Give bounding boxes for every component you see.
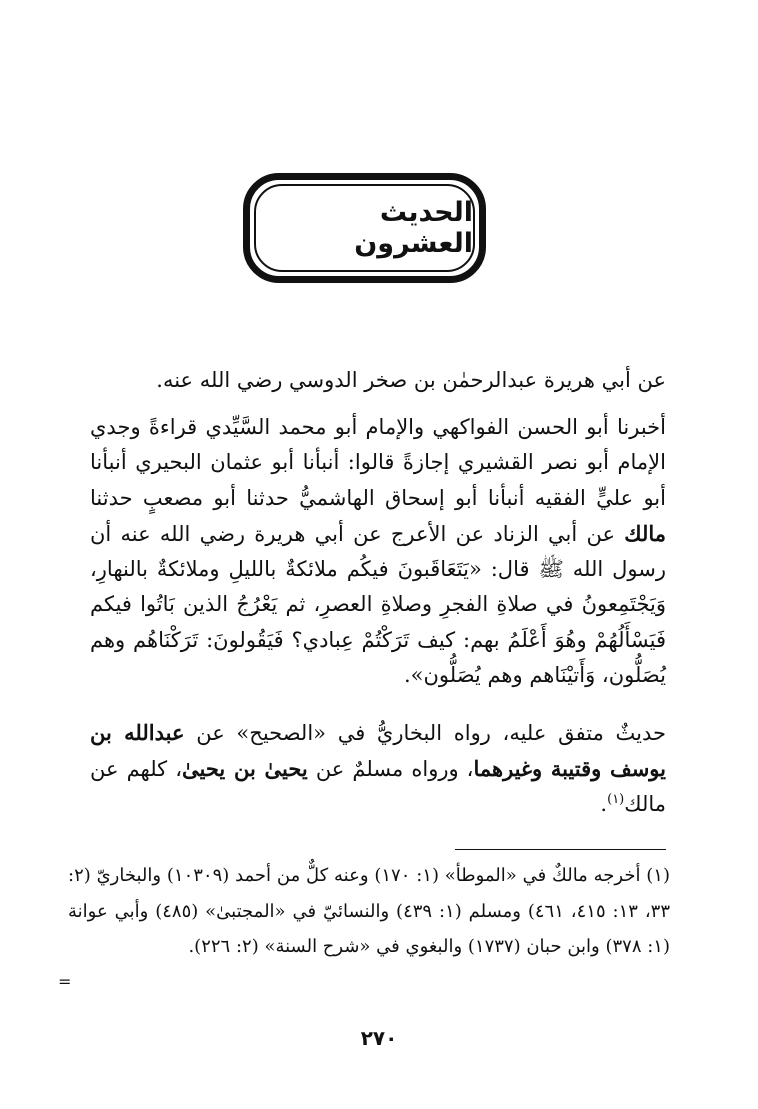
takhrij-paragraph [90, 715, 666, 822]
takhrij-text-1: حديثٌ متفق عليه، رواه البخاريُّ في «الصحيح» عن [196, 721, 666, 745]
page-number: ٢٧٠ [360, 1026, 398, 1050]
narrator-names-bukhari: عبدالله بن يوسف وقتيبة وغيرهما [90, 720, 666, 781]
takhrij-end: . [600, 792, 608, 816]
page-title: الحديث العشرون [254, 184, 475, 272]
narrator-paragraph: عن أبي هريرة عبدالرحمٰن بن صخر الدوسي رضي الله عنه. [156, 368, 666, 392]
narrator-name-yahya: يحيىٰ بن يحيىٰ [182, 756, 308, 781]
isnad-text-1: أخبرنا أبو الحسن الفواكهي والإمام أبو محمد السَّيِّدي قراءةً وجدي الإمام أبو نصر القشيري إجازةً قالوا: أنبأنا أبو عثمان البحيري أنبأنا أبو عليٍّ الفقيه أنبأنا أبو إسحاق الهاشميُّ حدثنا أبو مصعبٍ حدثنا [90, 415, 666, 510]
continuation-mark: = [58, 972, 72, 991]
narrator-name-malik: مالك [624, 520, 666, 546]
footnote: (١) أخرجه مالكٌ في «الموطأ» (١: ١٧٠) وعنه كلٌّ من أحمد (١٠٣٠٩) والبخاريّ (٢: ٣٣، ١٣: ٤١٥، ٤٦١) ومسلم (١: ٤٣٩) والنسائيّ في «المجتبىٰ» (٤٨٥) وأبي عوانة (١: ٣٧٨) وابن حبان (١٧٣٧) والبغوي في «شرح السنة» (٢: ٢٢٦). [68, 865, 671, 958]
takhrij-text-2: ، ورواه مسلمٌ عن [315, 757, 474, 781]
hadith-text: عن أبي الزناد عن الأعرج عن أبي هريرة رضي الله عنه أن رسول الله ﷺ قال: «يَتَعَاقَبونَ فيكُم ملائكةٌ بالليلِ وملائكةٌ بالنهارِ، وَيَجْتَمِعونُ في صلاةِ الفجرِ وصلاةِ العصرِ، ثم يَعْرُجُ الذين بَاتُوا فيكم فَيَسْأَلُهُمْ وهُوَ أَعْلَمُ بهم: كيف تَرَكْتُمْ عِبادي؟ فَيَقُولونَ: تَرَكْنَاهُم وهم يُصَلُّون، وَأَتيْنَاهم وهم يُصَلُّون». [90, 521, 666, 688]
isnad-paragraph [90, 410, 666, 693]
footnote-reference: (١) [607, 792, 625, 807]
footnote-divider [455, 849, 666, 850]
takhrij-text-3: ، كلهم عن مالك [90, 757, 666, 816]
